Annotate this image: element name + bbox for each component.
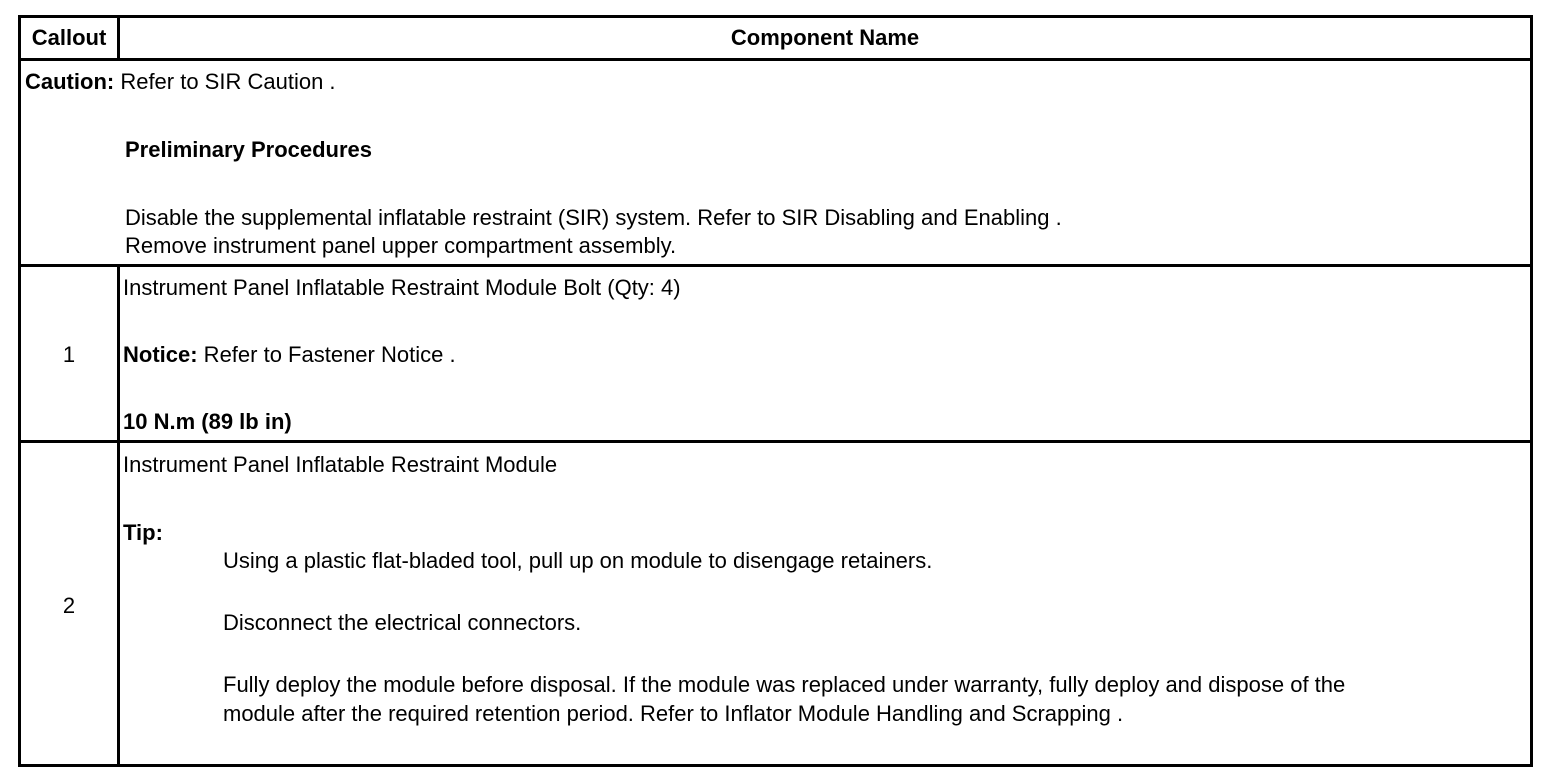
tip-label: Tip: — [123, 520, 163, 545]
row-column-divider — [117, 267, 120, 440]
component-name-column-header: Component Name — [730, 25, 920, 50]
component-name: Instrument Panel Inflatable Restraint Module — [123, 452, 558, 477]
callout-number: 1 — [62, 342, 76, 367]
caution-line — [25, 68, 336, 96]
notice-label: Notice: — [123, 342, 198, 367]
caution-text: Refer to SIR Caution . — [114, 69, 336, 94]
notice-line — [123, 341, 456, 369]
caution-divider — [21, 264, 1530, 267]
tip-item: Fully deploy the module before disposal. If the module was replaced under warranty, fully deploy and dispose of the — [223, 672, 1346, 697]
header-divider — [21, 58, 1530, 61]
tip-item: Disconnect the electrical connectors. — [223, 610, 582, 635]
tip-item: Using a plastic flat-bladed tool, pull up on module to disengage retainers. — [223, 548, 933, 573]
tip-item: module after the required retention period. Refer to Inflator Module Handling and Scrapping . — [223, 701, 1124, 726]
notice-text: Refer to Fastener Notice . — [197, 342, 456, 367]
callout-number: 2 — [62, 593, 76, 618]
caution-label: Caution: — [25, 69, 115, 94]
row-column-divider — [117, 443, 120, 764]
component-name: Instrument Panel Inflatable Restraint Module Bolt (Qty: 4) — [123, 275, 681, 300]
callout-column-header: Callout — [31, 25, 107, 50]
preliminary-step: Remove instrument panel upper compartment assembly. — [125, 233, 677, 258]
row-divider — [21, 440, 1530, 443]
preliminary-step: Disable the supplemental inflatable restraint (SIR) system. Refer to SIR Disabling and Enabling . — [125, 205, 1062, 230]
component-table — [18, 15, 1533, 767]
torque-spec: 10 N.m (89 lb in) — [123, 409, 292, 434]
preliminary-procedures-title: Preliminary Procedures — [125, 137, 373, 162]
header-column-divider — [117, 18, 120, 58]
